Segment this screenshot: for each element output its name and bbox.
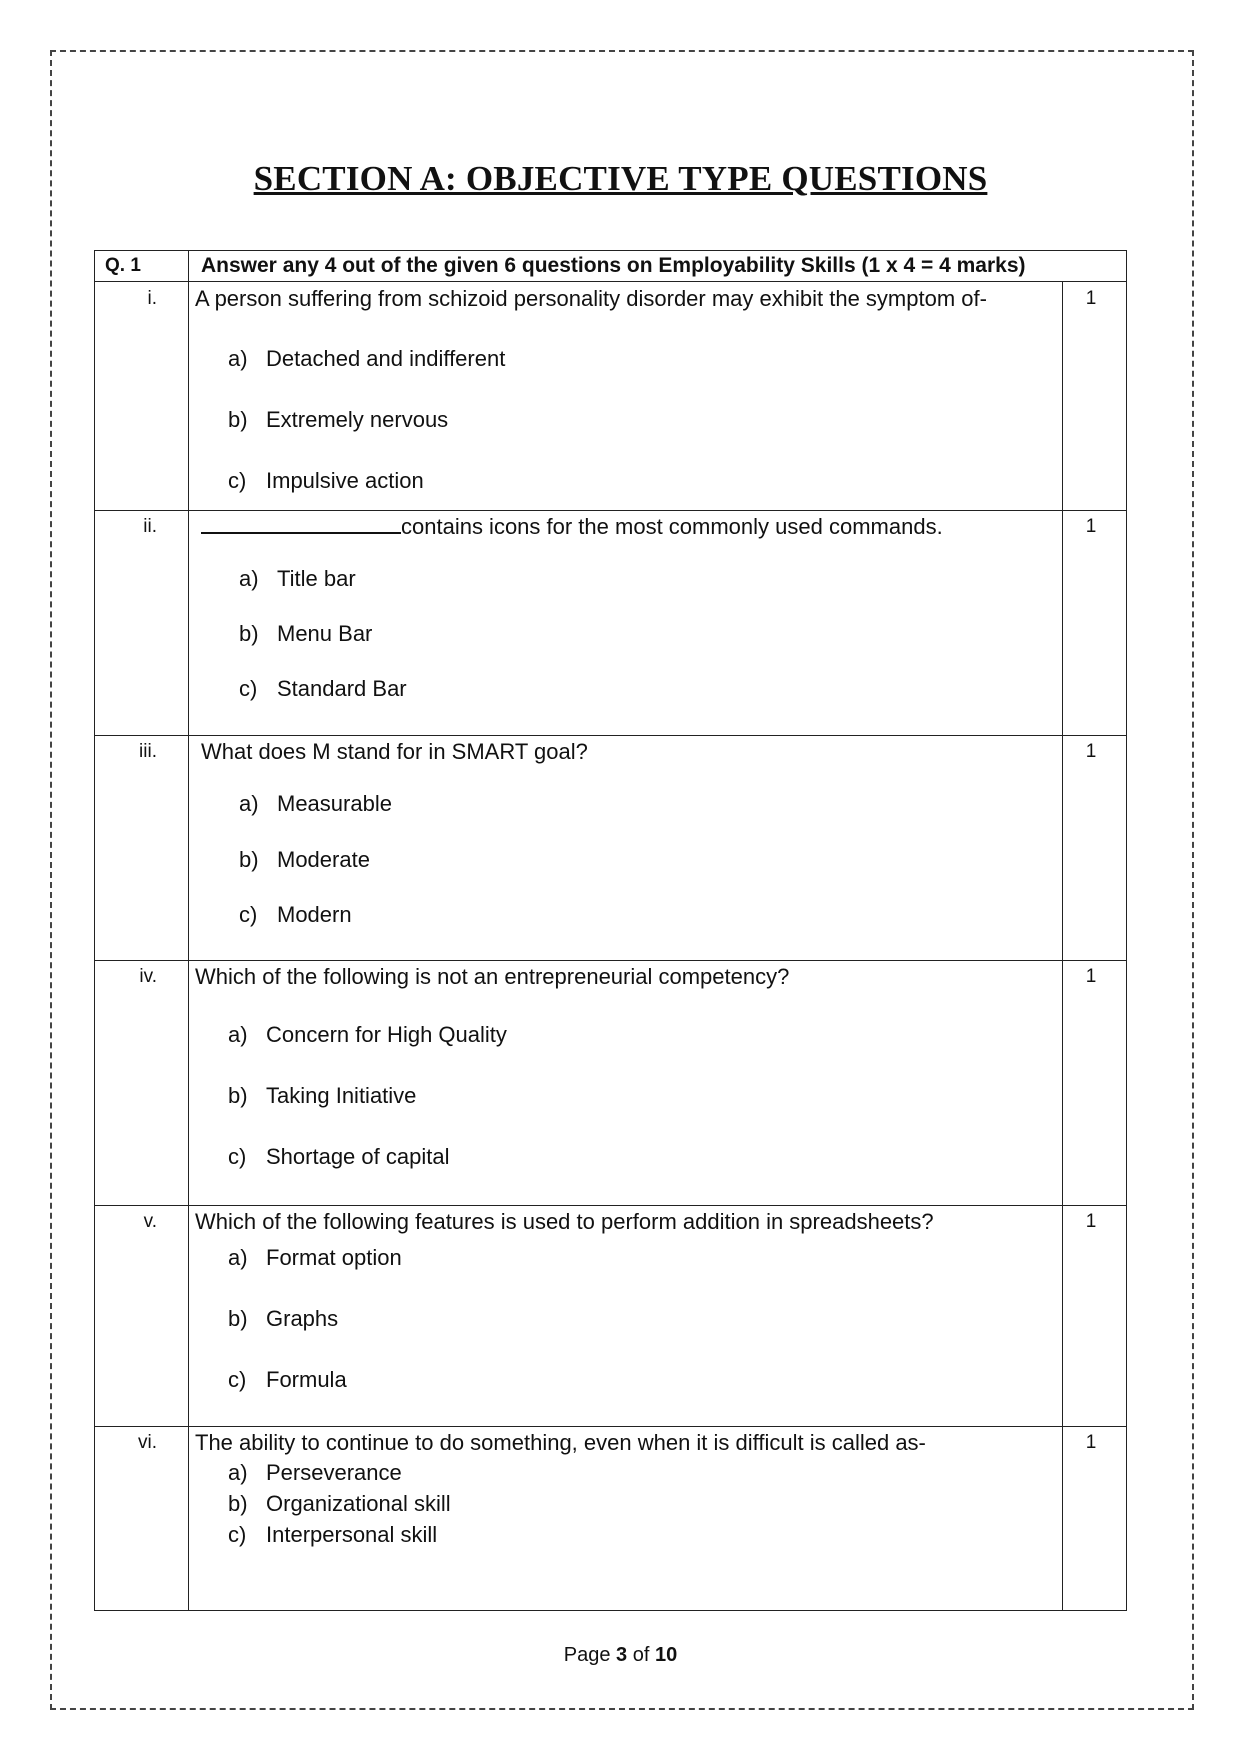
question-roman-number: i.	[147, 288, 157, 309]
question-text: A person suffering from schizoid personality disorder may exhibit the symptom of-	[195, 286, 987, 311]
option-label: a)	[228, 346, 248, 371]
question-marks: 1	[1085, 966, 1097, 987]
option-a	[228, 1460, 402, 1486]
option-c	[239, 676, 407, 702]
option-text: Interpersonal skill	[266, 1522, 438, 1547]
question-row-iii	[95, 735, 1126, 960]
option-c	[228, 1367, 347, 1393]
option-label: a)	[228, 1245, 248, 1270]
question-text: Which of the following is not an entrepreneurial competency?	[195, 964, 790, 989]
option-text: Formula	[266, 1367, 347, 1392]
option-c	[228, 1522, 437, 1548]
option-a	[239, 791, 392, 817]
question-text: The ability to continue to do something, even when it is difficult is called as-	[195, 1430, 926, 1455]
option-b	[228, 407, 448, 433]
option-b	[239, 621, 372, 647]
question-instruction: Answer any 4 out of the given 6 questions on Employability Skills (1 x 4 = 4 marks)	[201, 254, 1026, 277]
question-marks: 1	[1085, 288, 1097, 309]
question-row-i	[95, 282, 1126, 510]
option-label: b)	[228, 1083, 248, 1108]
option-text: Perseverance	[266, 1460, 402, 1485]
option-text: Measurable	[277, 791, 392, 816]
question-number: Q. 1	[105, 255, 141, 276]
option-text: Format option	[266, 1245, 402, 1270]
option-text: Concern for High Quality	[266, 1022, 507, 1047]
option-text: Standard Bar	[277, 676, 407, 701]
option-c	[228, 468, 424, 494]
option-text: Menu Bar	[277, 621, 373, 646]
option-text: Graphs	[266, 1306, 339, 1331]
option-b	[239, 847, 370, 873]
option-label: b)	[228, 1491, 248, 1516]
option-label: c)	[228, 1144, 247, 1169]
option-text: Shortage of capital	[266, 1144, 450, 1169]
option-text: Taking Initiative	[266, 1083, 417, 1108]
question-marks: 1	[1085, 516, 1097, 537]
question-marks: 1	[1085, 1432, 1097, 1453]
question-text-after-blank: contains icons for the most commonly used commands.	[401, 514, 943, 539]
question-text: Which of the following features is used to perform addition in spreadsheets?	[195, 1209, 934, 1234]
page-of-label: of	[632, 1644, 650, 1666]
current-page: 3	[616, 1644, 628, 1666]
section-title: SECTION A: OBJECTIVE TYPE QUESTIONS	[253, 159, 988, 198]
question-row-iv	[95, 960, 1126, 1205]
option-label: b)	[228, 407, 248, 432]
fill-in-blank	[201, 514, 401, 534]
option-label: b)	[228, 1306, 248, 1331]
option-text: Organizational skill	[266, 1491, 451, 1516]
total-pages: 10	[654, 1644, 678, 1666]
question-row-vi	[95, 1426, 1126, 1610]
question-roman-number: iii.	[139, 741, 157, 762]
option-label: c)	[228, 1367, 247, 1392]
option-label: c)	[239, 902, 258, 927]
option-label: a)	[228, 1022, 248, 1047]
question-header-row	[95, 251, 1126, 282]
option-c	[228, 1144, 449, 1170]
option-b	[228, 1491, 451, 1517]
question-marks: 1	[1085, 741, 1097, 762]
option-text: Modern	[277, 902, 352, 927]
option-b	[228, 1083, 416, 1109]
question-roman-number: v.	[143, 1211, 157, 1232]
option-label: b)	[239, 621, 259, 646]
question-table	[94, 250, 1127, 1611]
question-text: What does M stand for in SMART goal?	[201, 739, 588, 764]
option-a	[228, 346, 505, 372]
question-row-ii	[95, 510, 1126, 735]
option-a	[228, 1245, 402, 1271]
question-roman-number: iv.	[139, 966, 157, 987]
option-b	[228, 1306, 338, 1332]
option-text: Detached and indifferent	[266, 346, 506, 371]
question-roman-number: ii.	[143, 516, 157, 537]
option-text: Impulsive action	[266, 468, 424, 493]
option-label: c)	[228, 1522, 247, 1547]
option-label: c)	[239, 676, 258, 701]
option-label: c)	[228, 468, 247, 493]
question-marks: 1	[1085, 1211, 1097, 1232]
option-label: a)	[228, 1460, 248, 1485]
page-number-footer	[0, 1644, 1241, 1667]
option-text: Title bar	[277, 566, 356, 591]
option-a	[228, 1022, 507, 1048]
option-text: Moderate	[277, 847, 370, 872]
option-a	[239, 566, 356, 592]
option-label: b)	[239, 847, 259, 872]
question-roman-number: vi.	[138, 1432, 157, 1453]
option-text: Extremely nervous	[266, 407, 449, 432]
option-label: a)	[239, 566, 259, 591]
page-label: Page	[563, 1644, 611, 1666]
option-c	[239, 902, 352, 928]
question-row-v	[95, 1205, 1126, 1426]
question-text	[195, 514, 943, 540]
option-label: a)	[239, 791, 259, 816]
